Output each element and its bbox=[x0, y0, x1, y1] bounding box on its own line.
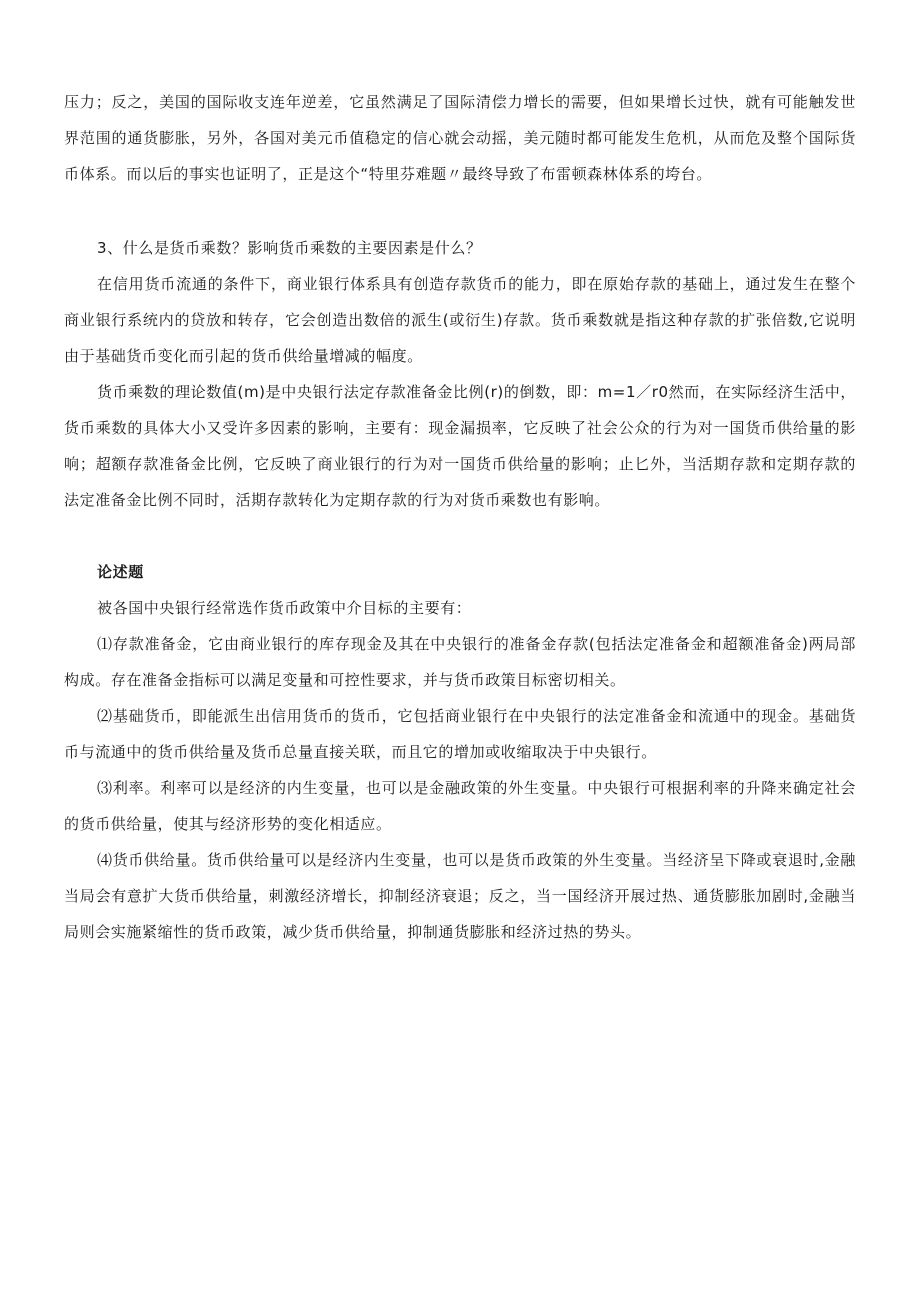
paragraph-money-creation: 在信用货币流通的条件下，商业银行体系具有创造存款货币的能力，即在原始存款的基础上，通过发生在整个商业银行系统内的贷放和转存，它会创造出数倍的派生(或衍生)存款。货币乘数就是指这种存款的扩张倍数,它说明由于基础货币变化而引起的货币供给量增减的幅度。 bbox=[64, 275, 856, 365]
list-item-reserves: ⑴存款准备金，它由商业银行的库存现金及其在中央银行的准备金存款(包括法定准备金和超额准备金)两局部构成。存在准备金指标可以满足变量和可控性要求，并与货币政策目标密切相关。 bbox=[64, 635, 856, 689]
document-page bbox=[64, 84, 856, 950]
paragraph-intermediate-targets: 被各国中央银行经常选作货币政策中介目标的主要有： bbox=[97, 599, 472, 617]
list-item-money-supply: ⑷货币供给量。货币供给量可以是经济内生变量，也可以是货币政策的外生变量。当经济呈下降或衰退时,金融当局会有意扩大货币供给量，刺激经济增长，抑制经济衰退；反之，当一国经济开展过热、通货膨胀加剧时,金融当局则会实施紧缩性的货币政策，减少货币供给量，抑制通货膨胀和经济过热的势头。 bbox=[64, 851, 856, 941]
spacer bbox=[64, 192, 856, 230]
list-item-interest-rate: ⑶利率。利率可以是经济的内生变量，也可以是金融政策的外生变量。中央银行可根据利率的升降来确定社会的货币供给量，使其与经济形势的变化相适应。 bbox=[64, 779, 856, 833]
essay-heading: 论述题 bbox=[97, 563, 144, 581]
spacer bbox=[64, 518, 856, 554]
question-3: 3、什么是货币乘数？影响货币乘数的主要因素是什么？ bbox=[97, 239, 482, 257]
paragraph-money-multiplier: 货币乘数的理论数值(m)是中央银行法定存款准备金比例(r)的倒数，即：m=1／r0然而，在实际经济生活中，货币乘数的具体大小又受许多因素的影响，主要有：现金漏损率，它反映了社会公众的行为对一国货币供给量的影响；超额存款准备金比例，它反映了商业银行的行为对一国货币供给量的影响；止匕外，当活期存款和定期存款的法定准备金比例不同时，活期存款转化为定期存款的行为对货币乘数也有影响。 bbox=[64, 383, 856, 509]
list-item-monetary-base: ⑵基础货币，即能派生出信用货币的货币，它包括商业银行在中央银行的法定准备金和流通中的现金。基础货币与流通中的货币供给量及货币总量直接关联，而且它的增加或收缩取决于中央银行。 bbox=[64, 707, 856, 761]
paragraph-triffin: 压力；反之，美国的国际收支连年逆差，它虽然满足了国际清偿力增长的需要，但如果增长过快，就有可能触发世界范围的通货膨胀，另外，各国对美元币值稳定的信心就会动摇，美元随时都可能发生危机，从而危及整个国际货币体系。而以后的事实也证明了，正是这个“特里芬难题〃最终导致了布雷顿森林体系的垮台。 bbox=[64, 93, 856, 183]
